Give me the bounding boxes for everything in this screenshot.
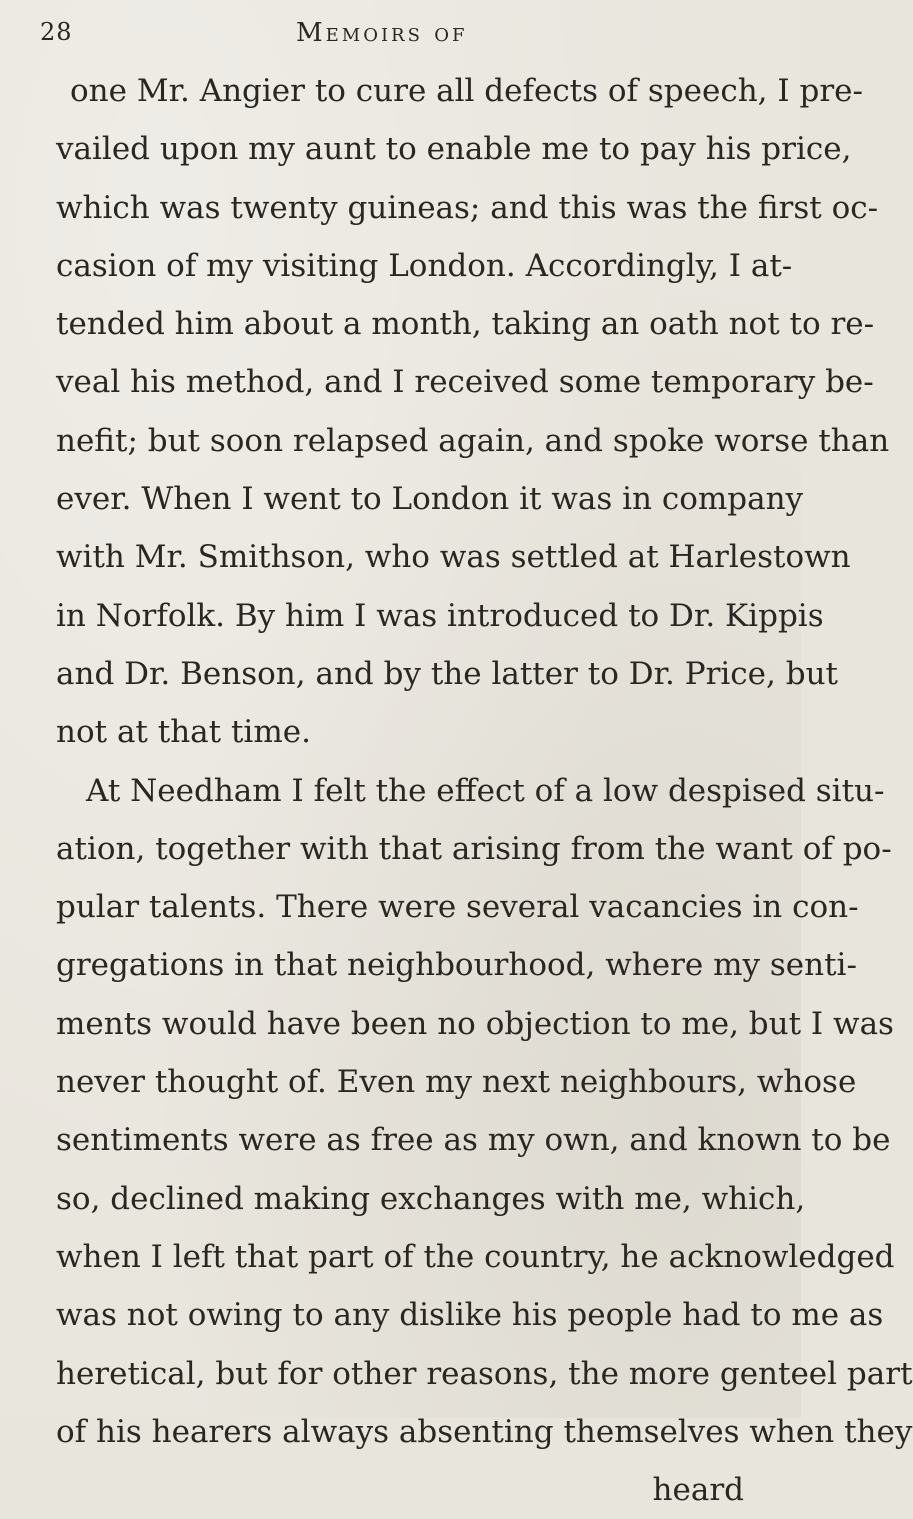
text-line: so, declined making exchanges with me, which, [56, 1180, 806, 1217]
text-line: never thought of. Even my next neighbours, whose [56, 1064, 857, 1101]
text-line: of his hearers always absenting themselves when they [56, 1413, 913, 1450]
text-line: not at that time. [56, 714, 311, 751]
text-line: in Norfolk. By him I was introduced to Dr. Kippis [56, 597, 824, 634]
page-number: 28 [40, 18, 73, 46]
catchword: heard [652, 1472, 744, 1509]
text-line: vailed upon my aunt to enable me to pay his price, [56, 131, 852, 168]
text-line: ever. When I went to London it was in company [56, 481, 804, 518]
text-line: which was twenty guineas; and this was the first oc- [56, 189, 879, 226]
text-line: when I left that part of the country, he acknowledged [56, 1238, 895, 1275]
text-line: casion of my visiting London. Accordingly, I at- [56, 247, 793, 284]
page-header [40, 14, 760, 54]
paragraph-start-line: At Needham I felt the effect of a low despised situ- [86, 772, 885, 809]
body-text [56, 62, 913, 1519]
text-line: and Dr. Benson, and by the latter to Dr. Price, but [56, 655, 838, 692]
running-head: Memoirs of [296, 18, 468, 48]
text-line: veal his method, and I received some temporary be- [56, 364, 874, 401]
text-line: ments would have been no objection to me, but I was [56, 1005, 894, 1042]
text-line: with Mr. Smithson, who was settled at Harlestown [56, 539, 851, 576]
text-line: sentiments were as free as my own, and known to be [56, 1122, 891, 1159]
text-line: tended him about a month, taking an oath not to re- [56, 306, 875, 343]
text-line: heretical, but for other reasons, the more genteel part [56, 1355, 913, 1392]
text-line: pular talents. There were several vacancies in con- [56, 889, 859, 926]
text-line: nefit; but soon relapsed again, and spoke worse than [56, 422, 890, 459]
text-line: gregations in that neighbourhood, where my senti- [56, 947, 857, 984]
text-line: was not owing to any dislike his people had to me as [56, 1297, 884, 1334]
text-line: ation, together with that arising from the want of po- [56, 830, 892, 867]
text-line: one Mr. Angier to cure all defects of speech, I pre- [70, 73, 863, 109]
